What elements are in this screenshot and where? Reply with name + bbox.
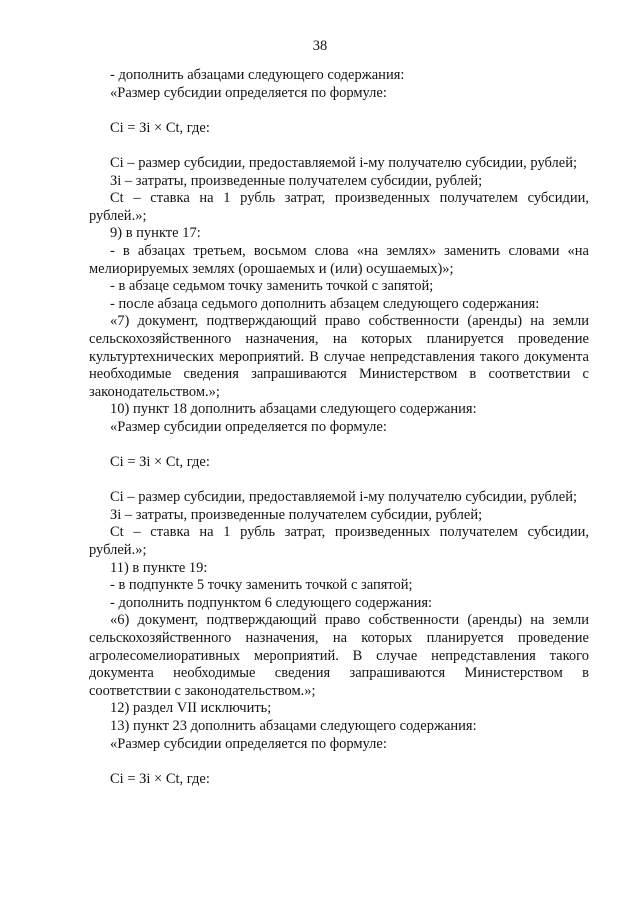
paragraph-1: - дополнить абзацами следующего содержания: [110, 67, 405, 83]
paragraph-item-9-c: - после абзаца седьмого дополнить абзацем следующего содержания: [110, 295, 540, 312]
paragraph-item-13: 13) пункт 23 дополнить абзацами следующего содержания: [110, 717, 477, 734]
paragraph-item-13-a: «Размер субсидии определяется по формуле: [110, 735, 387, 752]
paragraph-item-10-a: «Размер субсидии определяется по формуле: [110, 418, 387, 435]
formula-line-2: Ci = Зi × Ct, где: [110, 454, 210, 471]
page-number: 38 [312, 38, 328, 54]
paragraph-item-9-a: - в абзацах третьем, восьмом слова «на землях» заменить словами «на мелиорируемых землях (орошаемых и (или) осушаемых)»; [89, 242, 589, 277]
blank-line [89, 753, 589, 771]
blank-line [89, 137, 589, 155]
paragraph-item-11-quote: «6) документ, подтверждающий право собственности (аренды) на земли сельскохозяйственного назначения, на которых планируется проведение агролесомелиоративных мероприятий. В случае непредставления такого документа необходимые сведения запрашиваются Министерством в соответствии с законодательством.»; [89, 612, 589, 699]
paragraph-ci-2: Ci – размер субсидии, предоставляемой i-му получателю субсидии, рублей; [110, 489, 578, 506]
blank-line [89, 436, 589, 454]
paragraph-item-10: 10) пункт 18 дополнить абзацами следующего содержания: [110, 401, 477, 418]
paragraph-item-9-b: - в абзаце седьмом точку заменить точкой с запятой; [110, 278, 434, 295]
paragraph-item-9-quote: «7) документ, подтверждающий право собственности (аренды) на земли сельскохозяйственного назначения, на которых планируется проведение культуртехнических мероприятий. В случае непредставления такого документа необходимые сведения запрашиваются Министерством в соответствии с законодательством.»; [89, 313, 589, 400]
paragraph-item-11: 11) в пункте 19: [110, 559, 208, 576]
paragraph-item-11-b: - дополнить подпунктом 6 следующего содержания: [110, 594, 433, 611]
paragraph-ct-1: Ct – ставка на 1 рубль затрат, произведенных получателем субсидии, рублей.»; [89, 190, 589, 224]
paragraph-item-12: 12) раздел VII исключить; [110, 700, 272, 717]
paragraph-item-11-a: - в подпункте 5 точку заменить точкой с запятой; [110, 577, 413, 594]
paragraph-ci-1: Ci – размер субсидии, предоставляемой i-му получателю субсидии, рублей; [110, 154, 578, 171]
blank-line [89, 472, 589, 490]
paragraph-zi-1: Зi – затраты, произведенные получателем субсидии, рублей; [110, 172, 483, 189]
formula-line-1: Ci = Зi × Ct, где: [110, 119, 210, 136]
formula-line-3: Ci = Зi × Ct, где: [110, 770, 210, 787]
paragraph-ct-2: Ct – ставка на 1 рубль затрат, произведенных получателем субсидии, рублей.»; [89, 524, 589, 559]
paragraph-2: «Размер субсидии определяется по формуле: [110, 84, 387, 101]
blank-line [89, 102, 589, 120]
paragraph-item-9: 9) в пункте 17: [110, 225, 201, 242]
document-body [89, 67, 589, 788]
paragraph-zi-2: Зi – затраты, произведенные получателем субсидии, рублей; [110, 506, 483, 523]
